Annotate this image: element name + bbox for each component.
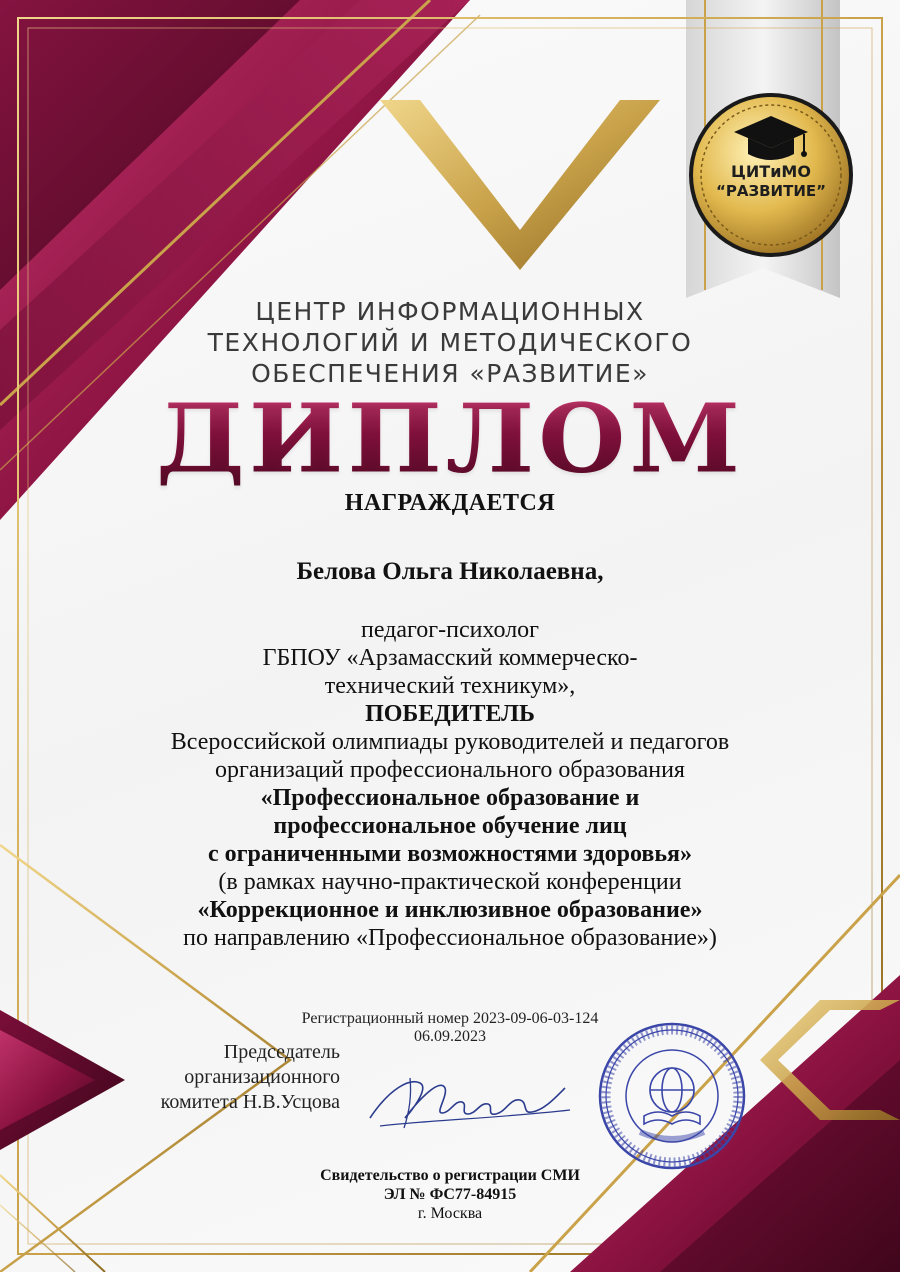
globe-book-icon [644,1068,700,1124]
top-gold-chevron [380,100,660,270]
conference-line: по направлению «Профессиональное образование») [183,925,717,951]
emblem-line2: “РАЗВИТИЕ” [716,182,826,200]
registration-number: Регистрационный номер 2023-09-06-03-124 [301,1010,599,1027]
topic-line: «Профессиональное образование и [260,785,640,811]
signature-image [350,1058,580,1138]
official-seal [596,1020,748,1172]
recipient-name: Белова Ольга Николаевна, [296,558,604,585]
media-certificate-city: г. Москва [417,1205,483,1222]
media-registration [260,1166,640,1223]
organization-line: ТЕХНОЛОГИЙ И МЕТОДИЧЕСКОГО [207,328,693,357]
emblem-medallion [686,90,856,260]
media-certificate-line: Свидетельство о регистрации СМИ [320,1167,580,1184]
diploma-title: ДИПЛОМ [0,391,900,486]
chairman-block [110,1040,340,1115]
recipient-position: педагог-психолог [360,617,540,643]
topic-line: профессиональное обучение лиц [273,813,627,839]
event-line: организаций профессионального образования [215,757,685,783]
winner-status: ПОБЕДИТЕЛЬ [365,701,535,727]
chairman-line: комитета Н.В.Усцова [160,1091,340,1113]
media-certificate-number: ЭЛ № ФС77-84915 [383,1186,517,1203]
institution-line: ГБПОУ «Арзамасский коммерческо- [262,645,638,671]
topic-line: с ограниченными возможностями здоровья» [207,841,693,867]
organization-heading [0,296,900,389]
organization-line: ОБЕСПЕЧЕНИЯ «РАЗВИТИЕ» [251,359,649,388]
chairman-line: Председатель [223,1041,340,1063]
institution-line: технический техникум», [324,673,576,699]
chairman-line: организационного [184,1066,340,1088]
registration-date: 06.09.2023 [414,1028,486,1045]
conference-line: (в рамках научно-практической конференции [218,869,682,895]
award-details [0,616,900,952]
award-label: НАГРАЖДАЕТСЯ [344,490,556,516]
organization-line: ЦЕНТР ИНФОРМАЦИОННЫХ [255,297,645,326]
conference-line: «Коррекционное и инклюзивное образование» [197,897,703,923]
event-line: Всероссийской олимпиады руководителей и педагогов [170,729,730,755]
emblem-line1: ЦИТиМО [731,162,811,181]
